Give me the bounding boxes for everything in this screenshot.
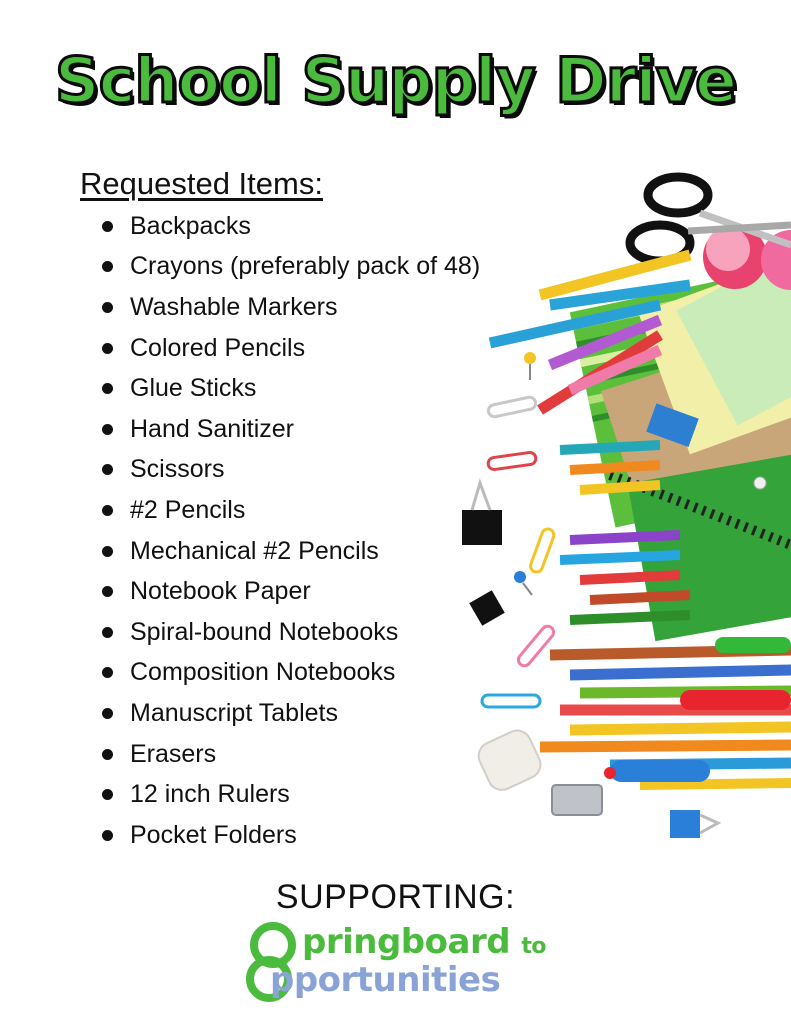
list-item-label: Manuscript Tablets — [130, 698, 338, 727]
list-item-label: Glue Sticks — [130, 374, 257, 403]
list-item — [100, 247, 480, 288]
list-item-label: Mechanical #2 Pencils — [130, 536, 379, 565]
list-item — [100, 734, 480, 775]
bullet-icon — [102, 464, 113, 475]
logo-line-1 — [302, 922, 546, 962]
list-item-label: Erasers — [130, 739, 217, 768]
bullet-icon — [102, 343, 113, 354]
school-supplies-illustration — [460, 165, 791, 865]
bullet-icon — [102, 586, 113, 597]
list-heading: Requested Items: — [80, 166, 323, 201]
eraser-icon — [474, 726, 545, 795]
logo-word-to: to — [521, 934, 547, 959]
marker-icon — [715, 637, 791, 653]
bullet-icon — [102, 221, 113, 232]
bullet-icon — [102, 708, 113, 719]
list-item — [100, 693, 480, 734]
list-item — [100, 368, 480, 409]
list-item — [100, 571, 480, 612]
logo-line-2: pportunities — [270, 960, 501, 1000]
bullet-icon — [102, 749, 113, 760]
paper-clip-icon — [482, 396, 556, 707]
list-item-label: Backpacks — [130, 211, 251, 240]
bullet-icon — [102, 627, 113, 638]
list-item-label: #2 Pencils — [130, 495, 246, 524]
requested-items-list — [100, 206, 480, 856]
bullet-icon — [102, 424, 113, 435]
list-item — [100, 531, 480, 572]
list-item — [100, 774, 480, 815]
list-item-label: 12 inch Rulers — [130, 780, 290, 809]
logo-word-springboard: pringboard — [302, 922, 511, 962]
bullet-icon — [102, 546, 113, 557]
bullet-icon — [102, 667, 113, 678]
list-item — [100, 490, 480, 531]
list-item-label: Scissors — [130, 455, 225, 484]
supporting-label: SUPPORTING: — [275, 878, 516, 916]
list-item-label: Crayons (preferably pack of 48) — [130, 252, 481, 281]
bullet-icon — [102, 789, 113, 800]
list-item — [100, 287, 480, 328]
list-item — [100, 206, 480, 247]
list-item-label: Notebook Paper — [130, 577, 311, 606]
list-item-label: Composition Notebooks — [130, 658, 396, 687]
list-item — [100, 328, 480, 369]
page-title: School Supply Drive — [54, 44, 737, 117]
bullet-icon — [102, 830, 113, 841]
bullet-icon — [102, 302, 113, 313]
list-item-label: Spiral-bound Notebooks — [130, 617, 399, 646]
list-item-label: Washable Markers — [130, 292, 338, 321]
list-item — [100, 409, 480, 450]
marker-icon — [610, 760, 710, 782]
list-item — [100, 612, 480, 653]
list-item — [100, 815, 480, 856]
list-item-label: Hand Sanitizer — [130, 414, 294, 443]
sharpener-icon — [552, 785, 602, 815]
bullet-icon — [102, 505, 113, 516]
list-item — [100, 450, 480, 491]
list-item — [100, 653, 480, 694]
springboard-logo — [246, 920, 556, 1004]
list-item-label: Pocket Folders — [130, 820, 297, 849]
marker-icon — [680, 690, 791, 710]
bullet-icon — [102, 383, 113, 394]
list-item-label: Colored Pencils — [130, 333, 306, 362]
bullet-icon — [102, 261, 113, 272]
